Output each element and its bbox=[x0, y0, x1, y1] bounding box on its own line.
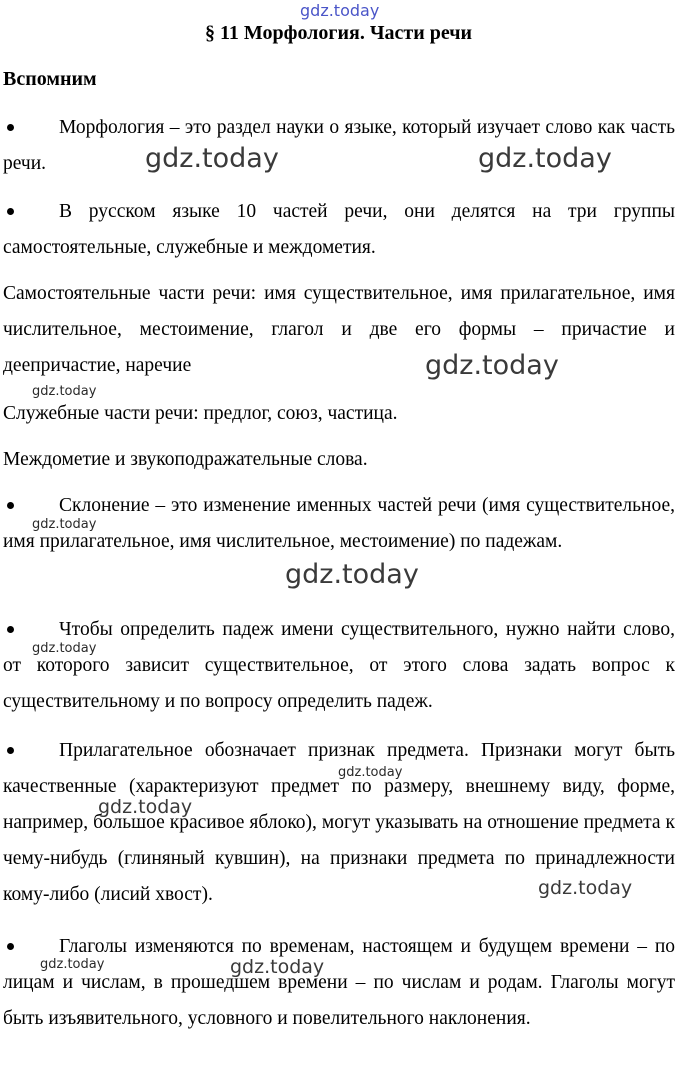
watermark: gdz.today bbox=[538, 877, 633, 899]
paragraph-interjection: Междометие и звукоподражательные слова. bbox=[3, 449, 368, 470]
watermark-top: gdz.today bbox=[300, 1, 380, 20]
watermark: gdz.today bbox=[32, 384, 97, 399]
watermark: gdz.today bbox=[32, 517, 97, 532]
watermark: gdz.today bbox=[40, 957, 105, 972]
bullet-icon bbox=[3, 733, 59, 769]
paragraph-parts-count: В русском языке 10 частей речи, они делятся на три группы самостоятельные, служебные и междометия. bbox=[3, 194, 675, 266]
paragraph-verb: Глаголы изменяются по временам, настоящем и будущем времени – по лицам и числам, в прошедшем времени – по числам и родам. Глаголы могут быть изъявительного, условного и повелительного наклонения. bbox=[3, 929, 675, 1037]
paragraph-adjective: Прилагательное обозначает признак предмета. Признаки могут быть качественные (характеризуют предмет по размеру, внешнему виду, форме, например, большое красивое яблоко), могут указывать на отношение предмета к чему-нибудь (глиняный кувшин), на признаки предмета по принадлежности кому-либо (лисий хвост). bbox=[3, 733, 675, 913]
bullet-icon bbox=[3, 110, 59, 146]
page-title: § 11 Морфология. Части речи bbox=[204, 22, 473, 44]
paragraph-function-parts: Служебные части речи: предлог, союз, частица. bbox=[3, 403, 398, 424]
watermark: gdz.today bbox=[338, 765, 403, 780]
paragraph-case: Чтобы определить падеж имени существительного, нужно найти слово, от которого зависит существительное, от этого слова задать вопрос к существительному и по вопросу определить падеж. bbox=[3, 612, 675, 720]
watermark: gdz.today bbox=[32, 641, 97, 656]
watermark: gdz.today bbox=[478, 143, 612, 174]
paragraph-declension: Склонение – это изменение именных частей речи (имя существительное, имя прилагательное, имя числительное, местоимение) по падежам. bbox=[3, 488, 675, 560]
watermark: gdz.today bbox=[285, 559, 419, 590]
watermark: gdz.today bbox=[145, 143, 279, 174]
paragraph-morphology: Морфология – это раздел науки о языке, который изучает слово как часть речи. bbox=[3, 110, 675, 182]
bullet-icon bbox=[3, 194, 59, 230]
paragraph-independent-parts: Самостоятельные части речи: имя существительное, имя прилагательное, имя числительное, местоимение, глагол и две его формы – причастие и деепричастие, наречие bbox=[3, 283, 675, 376]
watermark: gdz.today bbox=[230, 956, 325, 978]
watermark: gdz.today bbox=[425, 350, 559, 381]
watermark: gdz.today bbox=[98, 796, 193, 818]
section-heading: Вспомним bbox=[3, 68, 97, 90]
